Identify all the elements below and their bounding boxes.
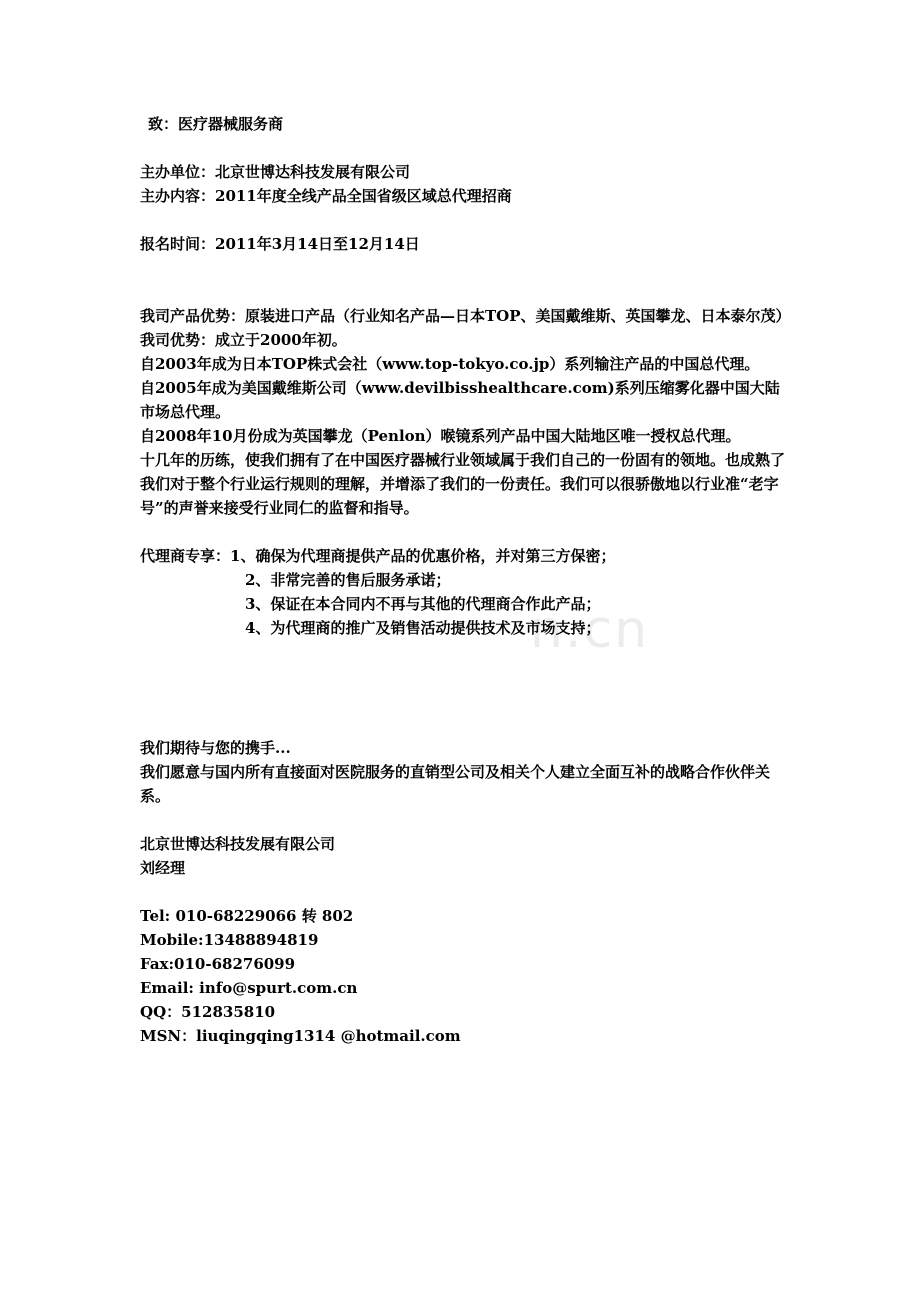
spacer (140, 640, 790, 736)
organizer-line: 主办单位：北京世博达科技发展有限公司 (140, 163, 411, 181)
devilbiss-agency-paragraph: 自2005年成为美国戴维斯公司（www.devilbisshealthcare.com)系列压缩雾化器中国大陆市场总代理。 (140, 379, 780, 421)
signature-company: 北京世博达科技发展有限公司 (140, 835, 336, 853)
watermark-text: n.cn (530, 600, 650, 660)
signup-time-line: 报名时间：2011年3月14日至12月14日 (140, 235, 420, 253)
agent-benefits-first-row (140, 544, 790, 568)
spacer (140, 136, 790, 160)
contact-fax: Fax:010-68276099 (140, 955, 296, 973)
content-line: 主办内容：2011年度全线产品全国省级区域总代理招商 (140, 187, 512, 205)
company-advantage-line: 我司优势：成立于2000年初。 (140, 331, 347, 349)
spacer (140, 880, 790, 904)
penlon-agency-line: 自2008年10月份成为英国攀龙（Penlon）喉镜系列产品中国大陆地区唯一授权总代理。 (140, 427, 741, 445)
top-agency-line: 自2003年成为日本TOP株式会社（www.top-tokyo.co.jp）系列输注产品的中国总代理。 (140, 355, 760, 373)
agent-benefits-heading: 代理商专享： (140, 547, 231, 565)
contact-msn: MSN：liuqingqing1314 @hotmail.com (140, 1027, 461, 1045)
agent-benefit-item: 2、非常完善的售后服务承诺； (245, 571, 451, 589)
contact-tel: Tel: 010-68229066 转 802 (140, 907, 354, 925)
partnership-paragraph: 我们愿意与国内所有直接面对医院服务的直销型公司及相关个人建立全面互补的战略合作伙伴关系。 (140, 763, 771, 805)
document-body (140, 112, 790, 1048)
agent-benefit-item: 4、为代理商的推广及销售活动提供技术及市场支持； (245, 619, 601, 637)
contact-qq: QQ：512835810 (140, 1003, 276, 1021)
agent-benefit-item: 1、确保为代理商提供产品的优惠价格，并对第三方保密； (230, 547, 616, 565)
history-paragraph: 十几年的历练，使我们拥有了在中国医疗器械行业领域属于我们自己的一份固有的领地。也成熟了我们对于整个行业运行规则的理解，并增添了我们的一份责任。我们可以很骄傲地以行业准“老字号”的声誉来接受行业同仁的监督和指导。 (140, 451, 786, 517)
contact-email: Email: info@spurt.com.cn (140, 979, 358, 997)
spacer (140, 520, 790, 544)
greeting-line: 致：医疗器械服务商 (148, 115, 284, 133)
spacer (140, 208, 790, 232)
spacer (140, 808, 790, 832)
agent-benefit-item: 3、保证在本合同内不再与其他的代理商合作此产品； (245, 595, 601, 613)
signature-person: 刘经理 (140, 859, 186, 877)
product-advantage-paragraph: 我司产品优势：原装进口产品（行业知名产品—日本TOP、美国戴维斯、英国攀龙、日本泰尔茂） (140, 307, 791, 325)
contact-mobile: Mobile:13488894819 (140, 931, 319, 949)
closing-line: 我们期待与您的携手... (140, 739, 291, 757)
spacer (140, 256, 790, 304)
